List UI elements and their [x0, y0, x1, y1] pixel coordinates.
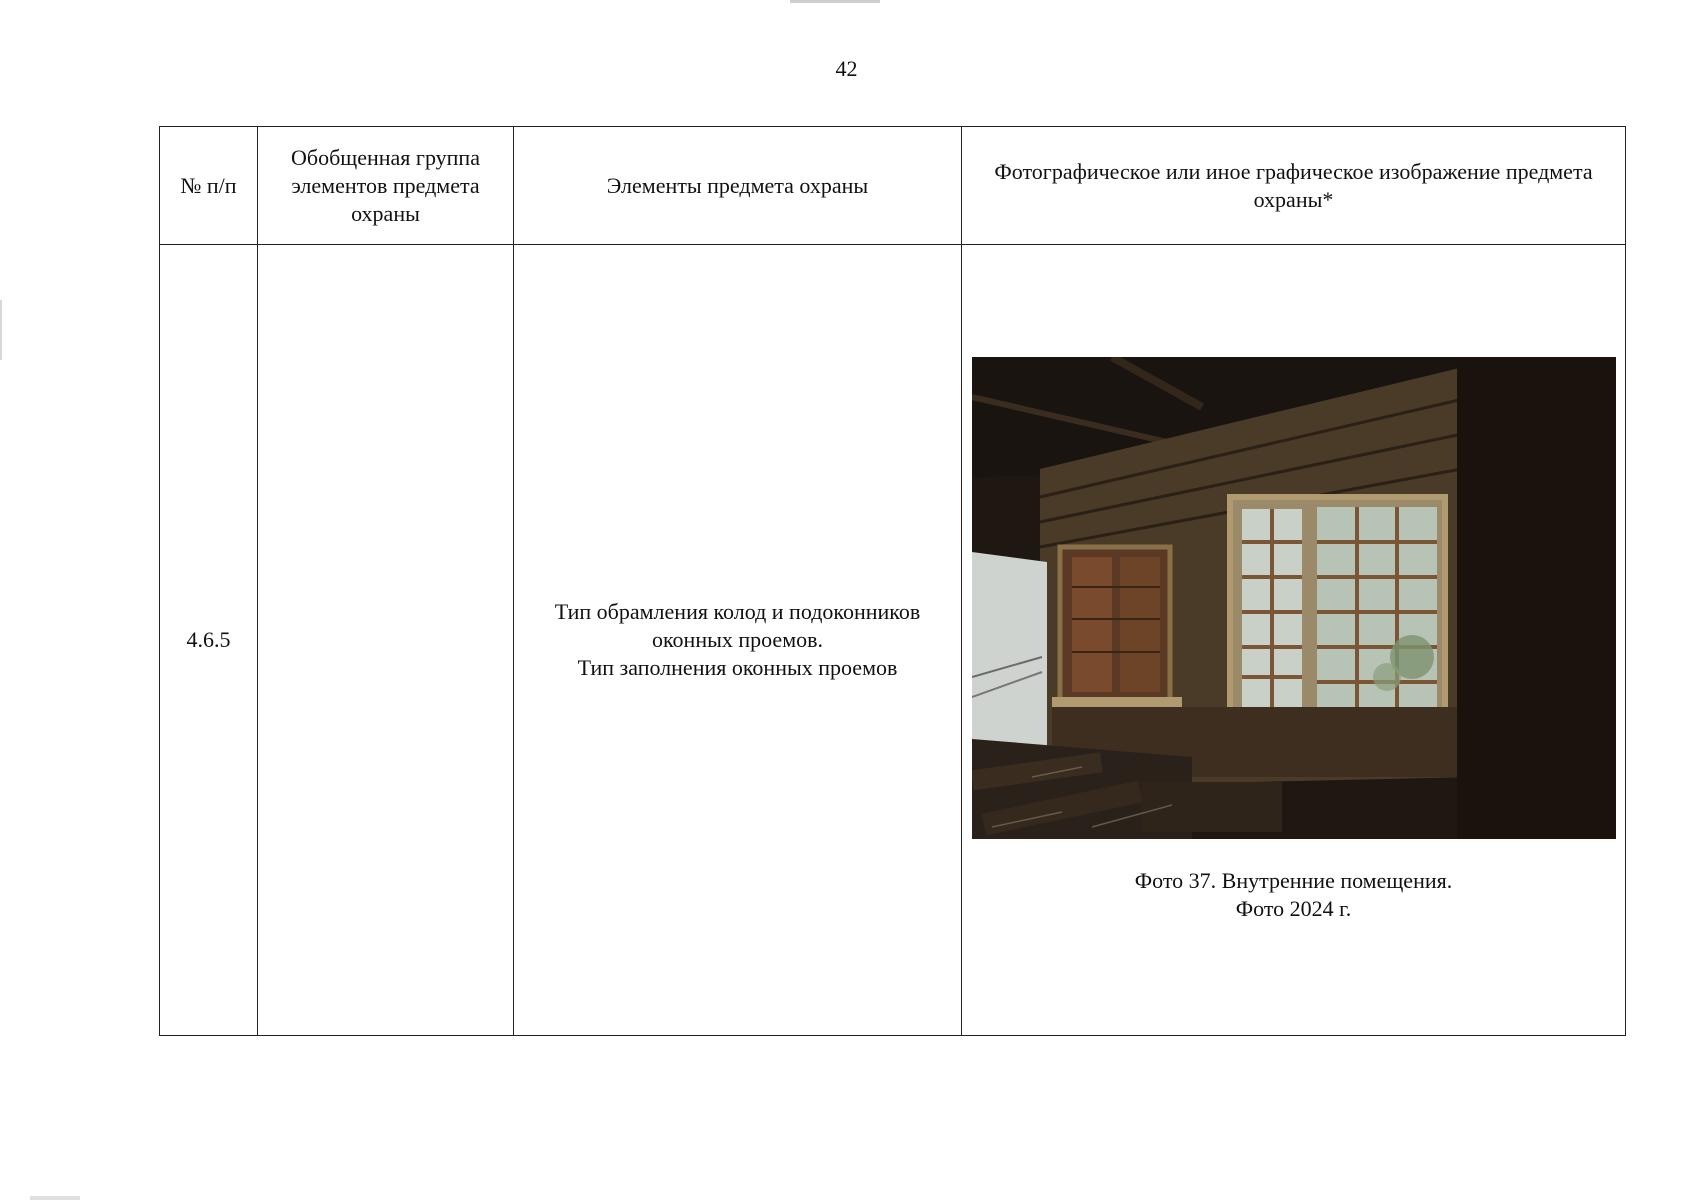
interior-photo: [972, 357, 1616, 839]
header-elements: Элементы предмета охраны: [514, 127, 962, 245]
row-group: [258, 245, 514, 1036]
table-header-row: [160, 127, 1626, 245]
photo-caption-line-2: Фото 2024 г.: [1235, 896, 1352, 921]
header-image: Фотографическое или иное графическое изображение предмета охраны*: [962, 127, 1626, 245]
interior-photo-icon: [972, 357, 1616, 839]
row-image: [962, 245, 1626, 1036]
table-row: [160, 245, 1626, 1036]
page-number: 42: [835, 56, 858, 81]
row-elements: [514, 245, 962, 1036]
protection-items-table: [159, 126, 1626, 1036]
scan-artifact-bottom: [30, 1196, 80, 1200]
scan-artifact-left: [0, 300, 2, 360]
photo-caption-line-1: Фото 37. Внутренние помещения.: [1134, 868, 1453, 893]
header-group: Обобщенная группа элементов предмета охраны: [258, 127, 514, 245]
elements-line-2: Тип заполнения оконных проемов: [577, 655, 898, 680]
header-num: № п/п: [160, 127, 258, 245]
elements-line-1: Тип обрамления колод и подоконников оконных проемов.: [554, 599, 921, 652]
scan-artifact-top: [790, 0, 880, 3]
row-num: 4.6.5: [160, 245, 258, 1036]
